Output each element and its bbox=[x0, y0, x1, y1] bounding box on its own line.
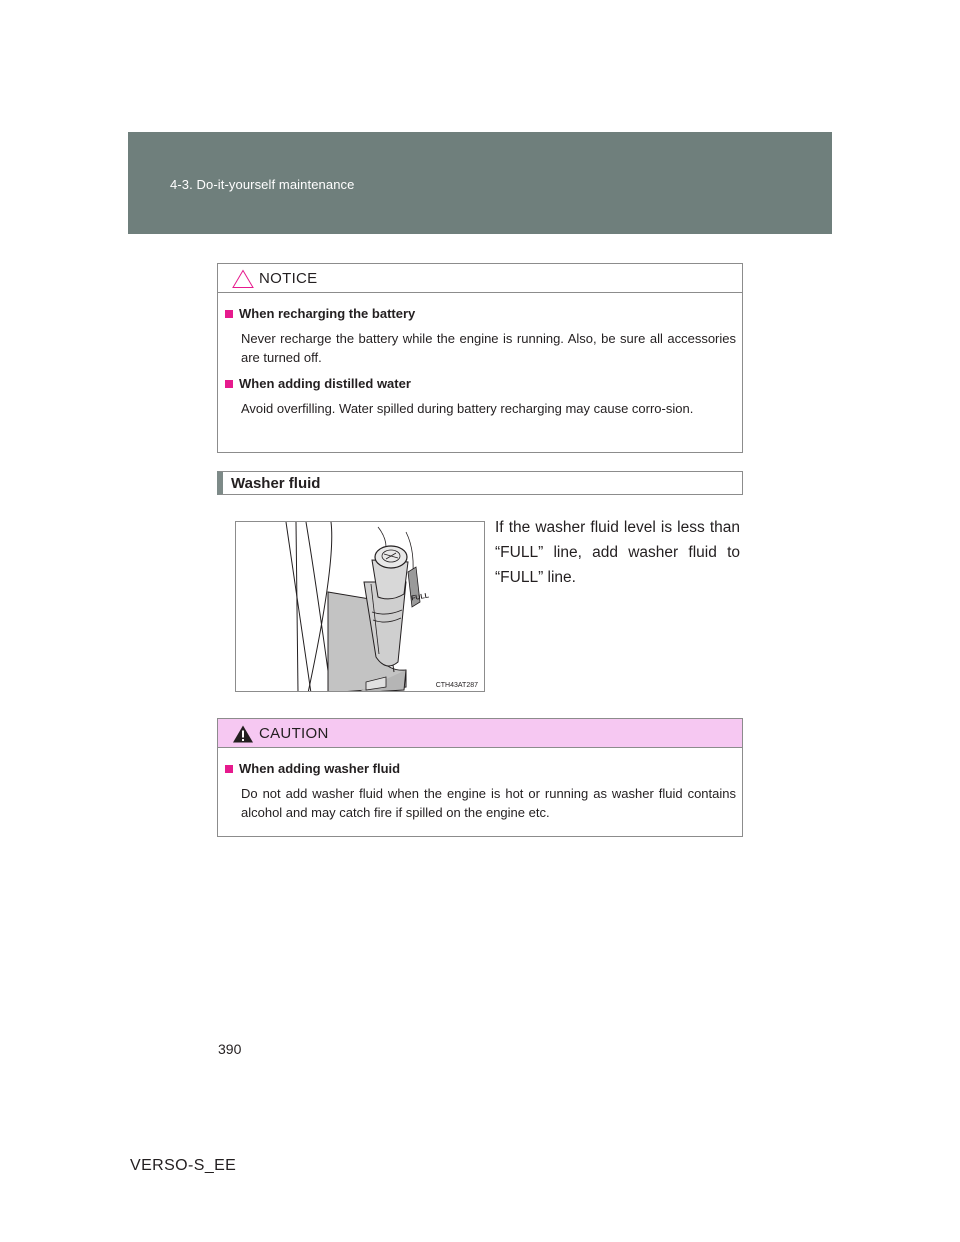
notice-title: NOTICE bbox=[259, 270, 318, 287]
page-number: 390 bbox=[218, 1041, 242, 1057]
header-band bbox=[128, 132, 832, 234]
notice-item-title-text: When recharging the battery bbox=[239, 306, 416, 321]
warning-outline-icon bbox=[232, 269, 254, 289]
notice-box bbox=[217, 263, 743, 453]
caution-item-title-text: When adding washer fluid bbox=[239, 761, 401, 776]
notice-item-title bbox=[224, 376, 736, 392]
notice-item-text: Avoid overfilling. Water spilled during battery recharging may cause corro-sion. bbox=[241, 401, 694, 416]
section-title: Washer fluid bbox=[231, 475, 321, 492]
full-mark-label: FULL bbox=[410, 592, 430, 603]
caution-item-title bbox=[224, 761, 736, 777]
model-code: VERSO-S_EE bbox=[130, 1157, 237, 1174]
washer-tank-drawing bbox=[236, 522, 485, 692]
notice-item-title-text: When adding distilled water bbox=[239, 376, 411, 391]
section-heading bbox=[217, 471, 743, 495]
caution-body bbox=[218, 748, 742, 822]
caution-title: CAUTION bbox=[259, 725, 329, 742]
notice-header bbox=[218, 264, 742, 293]
square-bullet-icon bbox=[225, 765, 233, 773]
square-bullet-icon bbox=[225, 380, 233, 388]
notice-item-text: Never recharge the battery while the engine is running. Also, be sure all accessories are turned off. bbox=[241, 331, 736, 365]
caution-item-text: Do not add washer fluid when the engine is hot or running as washer fluid contains alcohol and may catch fire if spilled on the engine etc. bbox=[241, 786, 736, 820]
square-bullet-icon bbox=[225, 310, 233, 318]
figure-code: CTH43AT287 bbox=[435, 682, 478, 689]
washer-fluid-instruction: If the washer fluid level is less than “FULL” line, add washer fluid to “FULL” line. bbox=[495, 519, 740, 586]
notice-body bbox=[218, 293, 742, 418]
notice-item-title bbox=[224, 306, 736, 322]
caution-header bbox=[218, 719, 742, 748]
caution-box bbox=[217, 718, 743, 837]
section-breadcrumb: 4-3. Do-it-yourself maintenance bbox=[170, 177, 355, 192]
warning-filled-icon bbox=[232, 724, 254, 744]
washer-fluid-illustration bbox=[235, 521, 485, 692]
